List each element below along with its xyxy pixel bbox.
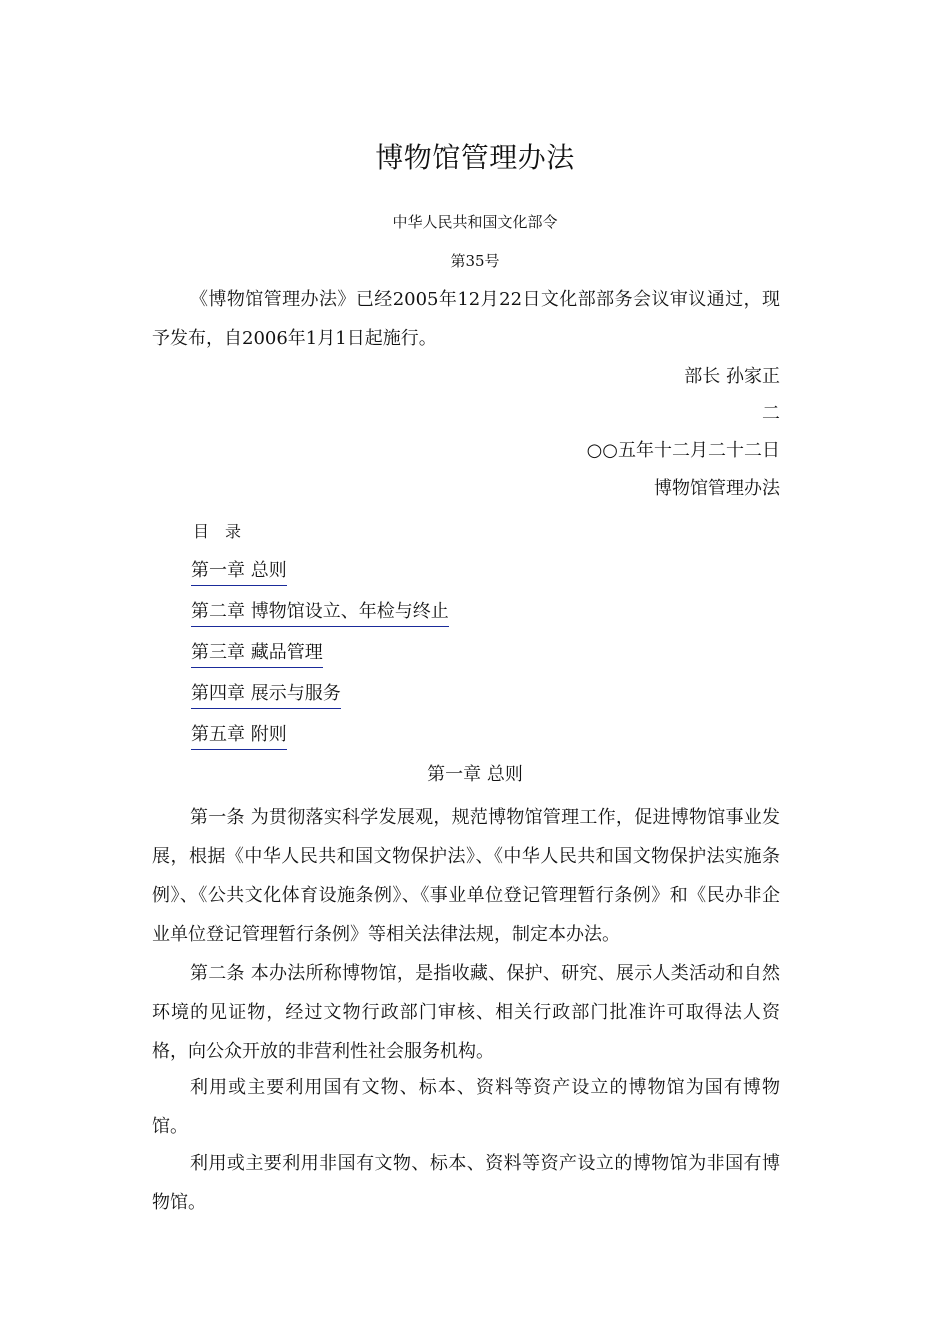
chapter-1-heading: 第一章 总则 (427, 764, 523, 785)
date-line-2: ○○五年十二月二十二日 (586, 440, 780, 461)
document-title: 博物馆管理办法 (375, 141, 575, 174)
toc-link-chapter-2[interactable]: 第二章 博物馆设立、年检与终止 (191, 598, 449, 627)
preamble-paragraph: 《博物馆管理办法》已经2005年12月22日文化部部务会议审议通过，现予发布，自2006年1月1日起施行。 (152, 289, 780, 349)
toc-link-chapter-1[interactable]: 第一章 总则 (191, 557, 287, 586)
signature-line: 部长 孙家正 (684, 366, 780, 387)
state-museum-paragraph: 利用或主要利用国有文物、标本、资料等资产设立的博物馆为国有博物馆。 (152, 1077, 780, 1137)
toc-link-chapter-5[interactable]: 第五章 附则 (191, 721, 287, 750)
article-1-paragraph: 第一条 为贯彻落实科学发展观，规范博物馆管理工作，促进博物馆事业发展，根据《中华人民共和国文物保护法》、《中华人民共和国文物保护法实施条例》、《公共文化体育设施条例》、《事业单位登记管理暂行条例》和《民办非企业单位登记管理暂行条例》等相关法律法规，制定本办法。 (152, 807, 780, 945)
toc-link-chapter-4[interactable]: 第四章 展示与服务 (191, 680, 341, 709)
subtitle-repeat: 博物馆管理办法 (654, 478, 780, 499)
nonstate-museum-paragraph: 利用或主要利用非国有文物、标本、资料等资产设立的博物馆为非国有博物馆。 (152, 1153, 780, 1213)
issuer-line: 中华人民共和国文化部令 (392, 213, 558, 231)
toc-label: 目 录 (193, 522, 242, 541)
toc-link-chapter-3[interactable]: 第三章 藏品管理 (191, 639, 323, 668)
article-2-paragraph: 第二条 本办法所称博物馆，是指收藏、保护、研究、展示人类活动和自然环境的见证物，经过文物行政部门审核、相关行政部门批准许可取得法人资格，向公众开放的非营利性社会服务机构。 (152, 963, 780, 1062)
date-line-1: 二 (762, 403, 780, 424)
order-number: 第35号 (450, 252, 500, 270)
